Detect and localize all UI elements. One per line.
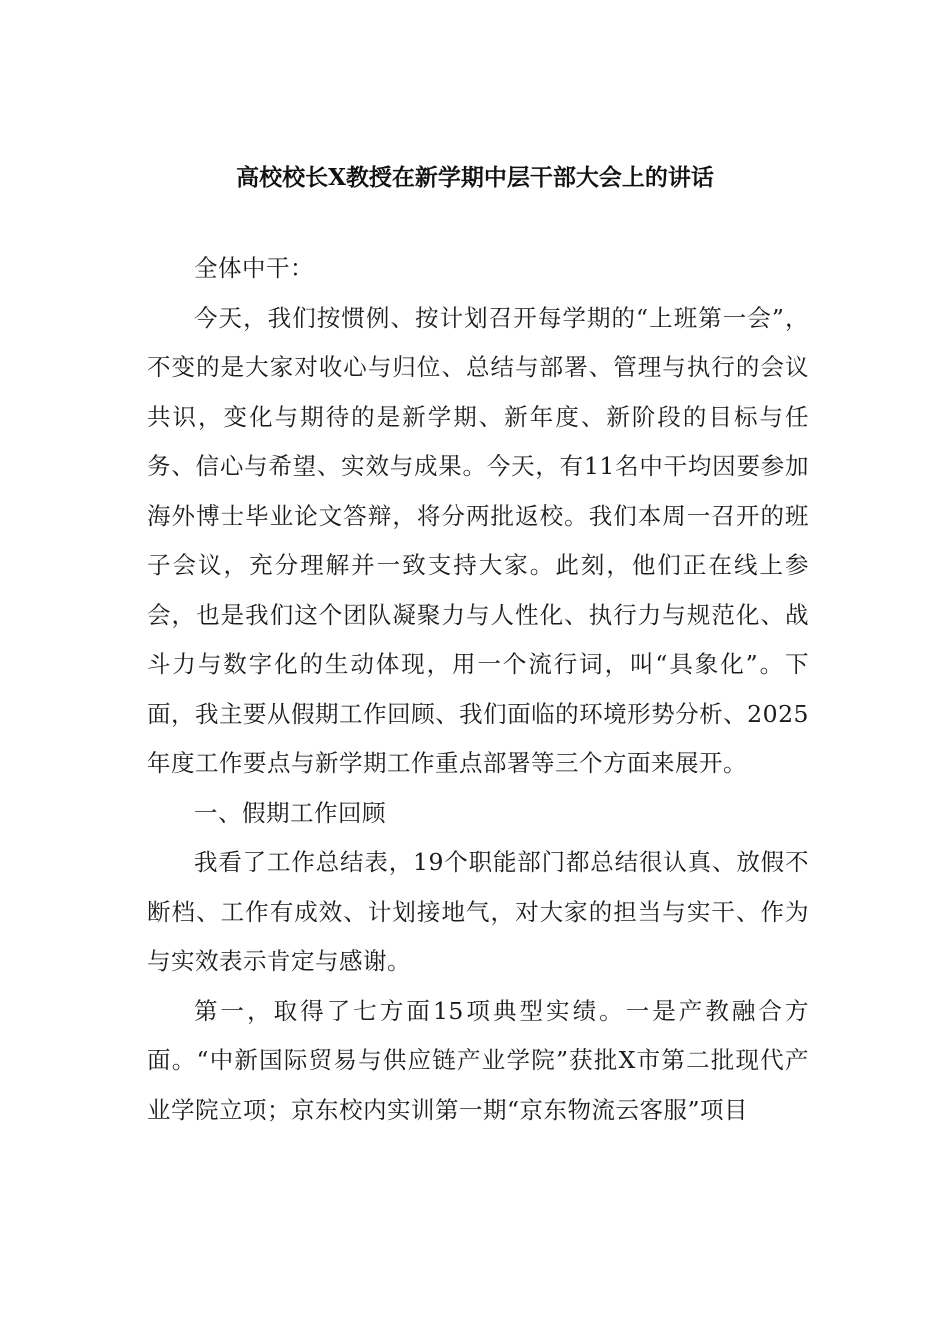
document-title: 高校校长X教授在新学期中层干部大会上的讲话 <box>236 164 714 191</box>
intro-paragraph: 今天，我们按惯例、按计划召开每学期的“上班第一会”，不变的是大家对收心与归位、总结与部署、管理与执行的会议共识，变化与期待的是新学期、新年度、新阶段的目标与任务、信心与希望、实效与成果。今天，有11名中干均因要参加海外博士毕业论文答辩，将分两批返校。我们本周一召开的班子会议，充分理解并一致支持大家。此刻，他们正在线上参会，也是我们这个团队凝聚力与人性化、执行力与规范化、战斗力与数字化的生动体现，用一个流行词，叫“具象化”。下面，我主要从假期工作回顾、我们面临的环境形势分析、2025年度工作要点与新学期工作重点部署等三个方面来展开。 <box>147 303 809 777</box>
section-heading: 一、假期工作回顾 <box>194 798 386 827</box>
document-body <box>147 244 809 1135</box>
salutation-paragraph: 全体中干： <box>194 254 314 282</box>
achievements-paragraph: 第一，取得了七方面15项典型实绩。一是产教融合方面。“中新国际贸易与供应链产业学院”获批X市第二批现代产业学院立项；京东校内实训第一期“京东物流云客服”项目 <box>147 996 809 1124</box>
review-paragraph: 我看了工作总结表，19个职能部门都总结很认真、放假不断档、工作有成效、计划接地气，对大家的担当与实干、作为与实效表示肯定与感谢。 <box>147 848 809 975</box>
